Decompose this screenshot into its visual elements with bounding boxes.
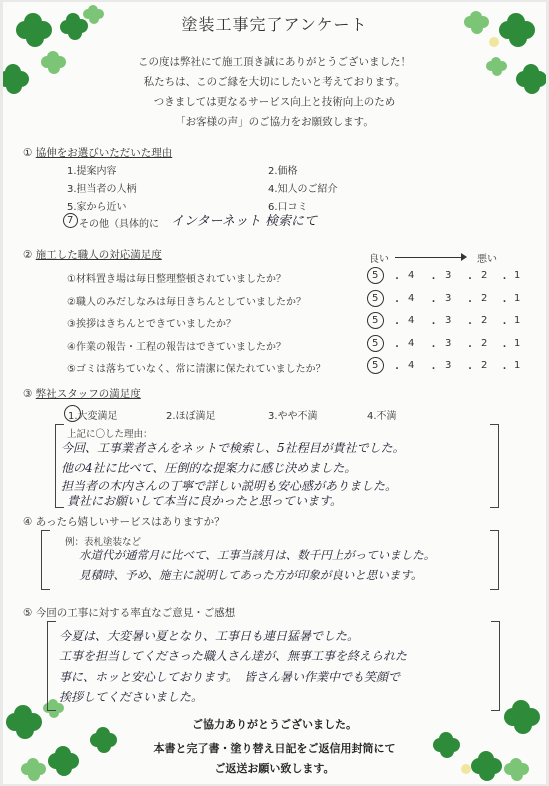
q1-option-6[interactable]: 6.口コミ	[268, 202, 308, 213]
q2-rating-option-5[interactable]: 5	[372, 337, 379, 349]
q2-question: ④作業の報告・工程の報告はできていましたか？	[67, 341, 286, 353]
q2-rating-option-5[interactable]: 5	[372, 292, 379, 304]
q2-separator-dot: ・	[392, 341, 402, 353]
q5-number: ⑤	[23, 607, 33, 619]
q3-label: 弊社スタッフの満足度	[35, 388, 141, 400]
q2-rating-option-4[interactable]: 4	[408, 360, 415, 371]
q3-answer-bracket-right	[490, 424, 499, 508]
q4-number: ④	[23, 516, 33, 528]
scale-arrow-head-icon	[461, 253, 467, 261]
q2-separator-dot: ・	[499, 364, 510, 375]
q2-selected-circle	[367, 267, 384, 284]
q5-answer-line-3[interactable]: 事に、ホッと安心しております。 皆さん暑い作業中でも笑顔で	[59, 670, 401, 684]
intro-line-3: つきましては更なるサービス向上と技術向上のため	[153, 96, 396, 108]
q2-rating-option-1[interactable]: 1	[514, 315, 521, 326]
q3-option-2[interactable]: 2.ほぼ満足	[166, 411, 216, 422]
q2-rating-option-1[interactable]: 1	[514, 292, 521, 304]
footer-instruction-2: ご返送お願い致します。	[214, 762, 335, 775]
q4-example: 例：表札塗装など	[65, 537, 142, 548]
q2-rating-option-4[interactable]: 4	[408, 337, 415, 349]
q2-separator-dot: ・	[499, 319, 510, 330]
q2-rating-option-4[interactable]: 4	[408, 315, 415, 326]
q2-separator-dot: ・	[392, 364, 402, 375]
q5-heading	[23, 605, 235, 620]
q1-label: 協伸をお選びいただいた理由	[35, 147, 173, 159]
q3-answer-line-3[interactable]: 担当者の木内さんの丁寧で詳しい説明も安心感がありました。	[61, 479, 398, 493]
q2-separator-dot: ・	[428, 296, 439, 308]
q2-rating-option-2[interactable]: 2	[481, 292, 488, 304]
q2-separator-dot: ・	[428, 341, 439, 353]
q2-rating-option-2[interactable]: 2	[481, 315, 488, 326]
q1-other-answer[interactable]: インターネット 検索にて	[171, 214, 317, 229]
q2-label: 施工した職人の対応満足度	[35, 249, 162, 261]
q1-option-1[interactable]: 1.提案内容	[67, 166, 117, 177]
q2-separator-dot: ・	[465, 296, 475, 308]
q2-separator-dot: ・	[428, 274, 439, 285]
q1-option-2[interactable]: 2.価格	[268, 166, 298, 177]
q4-heading	[23, 514, 225, 529]
intro-line-1: この度は弊社にて施工頂き誠にありがとうございました！	[138, 56, 411, 68]
q4-label: あったら嬉しいサービスはありますか？	[35, 516, 225, 528]
q2-separator-dot: ・	[428, 364, 439, 375]
q2-heading	[23, 247, 162, 262]
q1-heading	[23, 145, 172, 160]
q5-answer-line-1[interactable]: 今夏は、大変暑い夏となり、工事日も連日猛暑でした。	[59, 629, 360, 643]
q2-selected-circle	[367, 290, 384, 307]
q2-selected-circle	[367, 357, 384, 374]
q2-rating-option-5[interactable]: 5	[372, 315, 379, 326]
q2-selected-circle	[367, 312, 384, 329]
q2-rating-option-3[interactable]: 3	[445, 337, 452, 349]
q3-heading	[23, 386, 141, 401]
q4-answer-line-1[interactable]: 水道代が通常月に比べて、工事当該月は、数千円上がっていました。	[79, 548, 436, 562]
q3-note-label: 上記に〇した理由：	[67, 429, 153, 440]
survey-sheet	[3, 2, 546, 784]
q3-number: ③	[23, 388, 33, 400]
q2-rating-option-2[interactable]: 2	[481, 337, 488, 349]
q1-option-5[interactable]: 5.家から近い	[67, 202, 127, 213]
q3-answer-line-4[interactable]: 貴社にお願いして本当に良かったと思っています。	[67, 494, 343, 508]
scale-bad-label: 悪い	[477, 254, 497, 265]
q5-answer-bracket-left	[47, 621, 56, 711]
q2-rating-option-2[interactable]: 2	[481, 360, 488, 371]
q2-rating-option-1[interactable]: 1	[514, 360, 521, 371]
q3-option-1[interactable]: 1.大変満足	[68, 411, 118, 422]
q1-option-7-number[interactable]: 7	[67, 215, 74, 226]
q3-option-3[interactable]: 3.やや不満	[268, 411, 318, 422]
footer-instruction-1: 本書と完了書・塗り替え日記をご返信用封筒にて	[153, 742, 396, 755]
q1-option-7-label: その他（具体的に	[79, 219, 159, 230]
q2-separator-dot: ・	[392, 296, 402, 308]
q2-separator-dot: ・	[465, 341, 475, 353]
q5-answer-bracket-right	[491, 621, 500, 711]
q3-answer-line-2[interactable]: 他の4社に比べて、圧倒的な提案力に感じ決めました。	[61, 461, 357, 475]
q2-rating-option-3[interactable]: 3	[445, 360, 452, 371]
q5-answer-line-4[interactable]: 挨拶してくださいました。	[59, 690, 204, 704]
q2-separator-dot: ・	[392, 319, 402, 330]
scale-good-label: 良い	[369, 254, 389, 265]
q2-rating-option-5[interactable]: 5	[372, 360, 379, 371]
q2-rating-option-4[interactable]: 4	[408, 270, 415, 281]
q3-answer-line-1[interactable]: 今回、工事業者さんをネットで検索し、5社程目が貴社でした。	[61, 441, 405, 455]
q2-rating-option-2[interactable]: 2	[481, 270, 488, 281]
q4-answer-bracket-right	[490, 530, 499, 590]
q2-question: ②職人のみだしなみは毎日きちんとしていましたか？	[67, 296, 306, 308]
q2-rating-option-1[interactable]: 1	[514, 270, 521, 281]
q4-answer-line-2[interactable]: 見積時、予め、施主に説明してあった方が印象が良いと思います。	[79, 568, 423, 582]
q5-answer-line-2[interactable]: 工事を担当してくださった職人さん達が、無事工事を終えられた	[59, 649, 408, 663]
q2-separator-dot: ・	[499, 296, 510, 308]
q2-separator-dot: ・	[392, 274, 402, 285]
q2-separator-dot: ・	[465, 364, 475, 375]
q2-question: ①材料置き場は毎日整理整頓されていましたか？	[67, 274, 286, 285]
scale-arrow	[395, 257, 465, 258]
q2-rating-option-3[interactable]: 3	[445, 270, 452, 281]
q2-rating-option-3[interactable]: 3	[445, 315, 452, 326]
q2-separator-dot: ・	[465, 274, 475, 285]
q2-number: ②	[23, 249, 33, 261]
q2-rating-option-1[interactable]: 1	[514, 337, 521, 349]
intro-line-2: 私たちは、このご縁を大切にしたいと考えております。	[143, 76, 406, 88]
q1-number: ①	[23, 147, 33, 159]
q2-rating-option-4[interactable]: 4	[408, 292, 415, 304]
q1-option-3[interactable]: 3.担当者の人柄	[67, 184, 137, 195]
q4-answer-bracket-left	[41, 530, 50, 590]
q2-rating-option-5[interactable]: 5	[372, 270, 379, 281]
q5-label: 今回の工事に対する率直なご意見・ご感想	[35, 607, 236, 619]
q2-separator-dot: ・	[499, 274, 510, 285]
q2-selected-circle	[367, 335, 384, 352]
q2-separator-dot: ・	[499, 341, 510, 353]
q2-separator-dot: ・	[428, 319, 439, 330]
q2-question: ⑤ゴミは落ちていなく、常に清潔に保たれていましたか？	[67, 364, 326, 375]
q2-separator-dot: ・	[465, 319, 475, 330]
survey-title: 塗装工事完了アンケート	[181, 15, 368, 34]
q2-question: ③挨拶はきちんとできていましたか？	[67, 319, 236, 330]
intro-line-4: 「お客様の声」のご協力をお願致します。	[175, 116, 374, 128]
q3-option-4[interactable]: 4.不満	[367, 411, 397, 422]
q2-rating-option-3[interactable]: 3	[445, 292, 452, 304]
q1-option-4[interactable]: 4.知人のご紹介	[268, 184, 338, 195]
footer-thanks: ご協力ありがとうございました。	[192, 718, 357, 731]
